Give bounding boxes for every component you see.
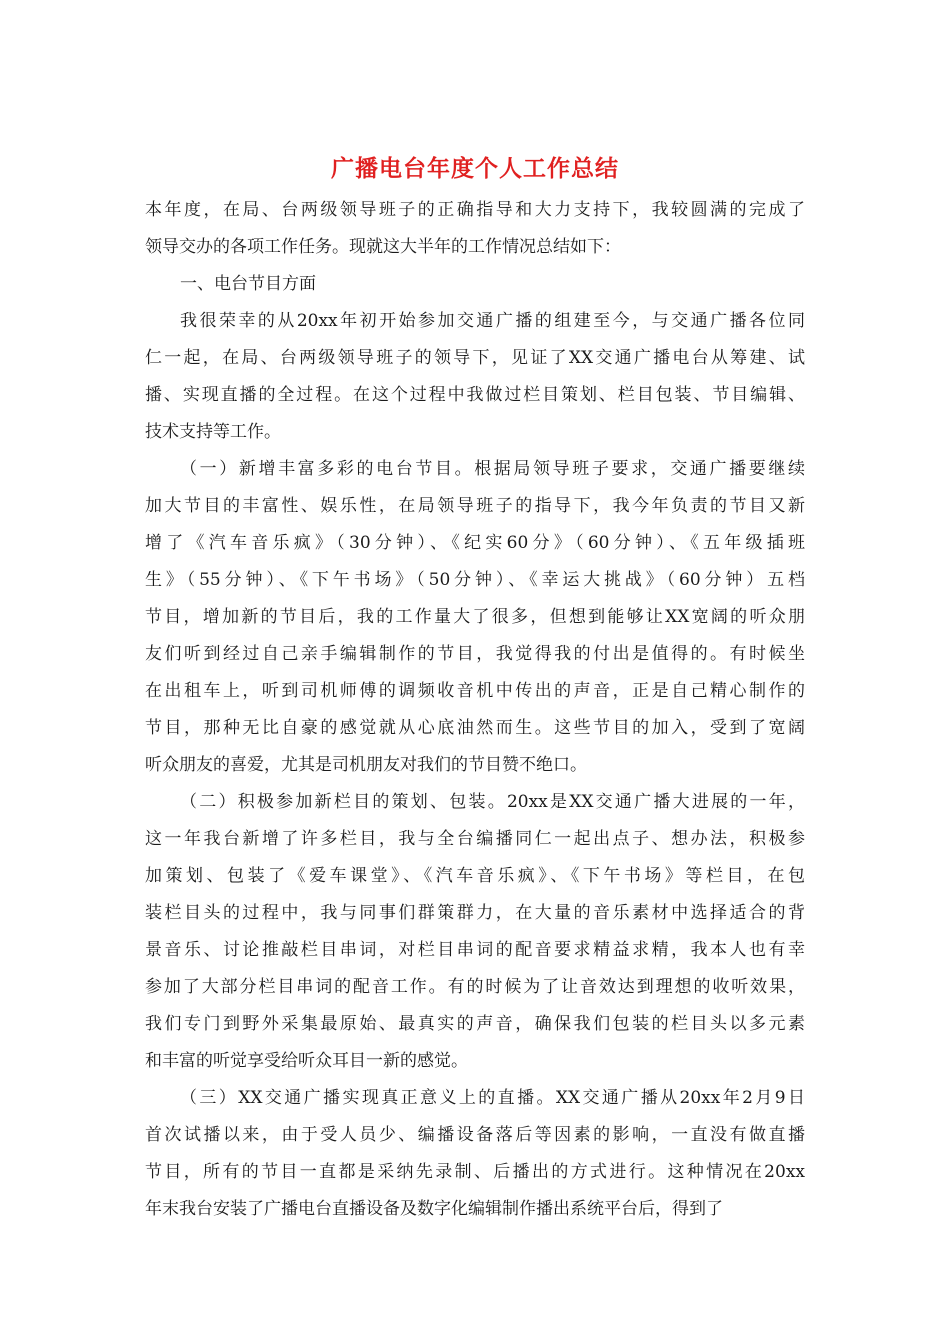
paragraph — [145, 784, 805, 1080]
text-line: （三）XX交通广播实现真正意义上的直播。XX交通广播从20xx年2月9日 — [180, 1088, 805, 1108]
text-line: 节目，所有的节目一直都是采纳先录制、后播出的方式进行。这种情况在20xx — [145, 1162, 805, 1182]
text-line: 仁一起，在局、台两级领导班子的领导下，见证了XX交通广播电台从筹建、试 — [145, 348, 805, 368]
text-line: 首次试播以来，由于受人员少、编播设备落后等因素的影响，一直没有做直播 — [145, 1125, 805, 1145]
text-line: 装栏目头的过程中，我与同事们群策群力，在大量的音乐素材中选择适合的背 — [145, 903, 805, 923]
text-line: 在出租车上，听到司机师傅的调频收音机中传出的声音，正是自己精心制作的 — [145, 681, 805, 701]
text-line: 一、电台节目方面 — [180, 274, 316, 294]
text-line: 这一年我台新增了许多栏目，我与全台编播同仁一起出点子、想办法，积极参 — [145, 829, 805, 849]
document-title: 广播电台年度个人工作总结 — [331, 155, 619, 182]
text-line: 生》（55分钟）、《下午书场》（50分钟）、《幸运大挑战》（60分钟）五档 — [145, 570, 805, 590]
text-line: 增了《汽车音乐疯》（30分钟）、《纪实60分》（60分钟）、《五年级插班 — [145, 533, 805, 553]
text-line: 我们专门到野外采集最原始、最真实的声音，确保我们包装的栏目头以多元素 — [145, 1014, 805, 1034]
paragraph — [145, 451, 805, 784]
paragraph — [145, 266, 805, 303]
text-line: 节目，增加新的节目后，我的工作量大了很多，但想到能够让XX宽阔的听众朋 — [145, 607, 805, 627]
text-line: （二）积极参加新栏目的策划、包装。20xx是XX交通广播大进展的一年， — [180, 792, 805, 812]
text-line: 加大节目的丰富性、娱乐性，在局领导班子的指导下，我今年负责的节目又新 — [145, 496, 805, 516]
text-line: 技术支持等工作。 — [145, 422, 281, 442]
text-line: 节目，那种无比自豪的感觉就从心底油然而生。这些节目的加入，受到了宽阔 — [145, 718, 805, 738]
text-line: 本年度，在局、台两级领导班子的正确指导和大力支持下，我较圆满的完成了 — [145, 200, 805, 220]
text-line: 友们听到经过自己亲手编辑制作的节目，我觉得我的付出是值得的。有时候坐 — [145, 644, 805, 664]
text-line: 我很荣幸的从20xx年初开始参加交通广播的组建至今，与交通广播各位同 — [180, 311, 805, 331]
text-line: 景音乐、讨论推敲栏目串词，对栏目串词的配音要求精益求精，我本人也有幸 — [145, 940, 805, 960]
text-line: 加策划、包装了《爱车课堂》、《汽车音乐疯》、《下午书场》等栏目，在包 — [145, 866, 805, 886]
paragraph — [145, 1080, 805, 1228]
text-line: 听众朋友的喜爱，尤其是司机朋友对我们的节目赞不绝口。 — [145, 755, 587, 775]
text-line: 播、实现直播的全过程。在这个过程中我做过栏目策划、栏目包装、节目编辑、 — [145, 385, 805, 405]
text-line: 年末我台安装了广播电台直播设备及数字化编辑制作播出系统平台后，得到了 — [145, 1199, 723, 1219]
paragraph — [145, 303, 805, 451]
text-line: 和丰富的听觉享受给听众耳目一新的感觉。 — [145, 1051, 468, 1071]
paragraph — [145, 192, 805, 266]
text-line: 领导交办的各项工作任务。现就这大半年的工作情况总结如下： — [145, 237, 621, 257]
text-line: 参加了大部分栏目串词的配音工作。有的时候为了让音效达到理想的收听效果， — [145, 977, 805, 997]
document-body — [145, 192, 805, 1228]
text-line: （一）新增丰富多彩的电台节目。根据局领导班子要求，交通广播要继续 — [180, 459, 805, 479]
